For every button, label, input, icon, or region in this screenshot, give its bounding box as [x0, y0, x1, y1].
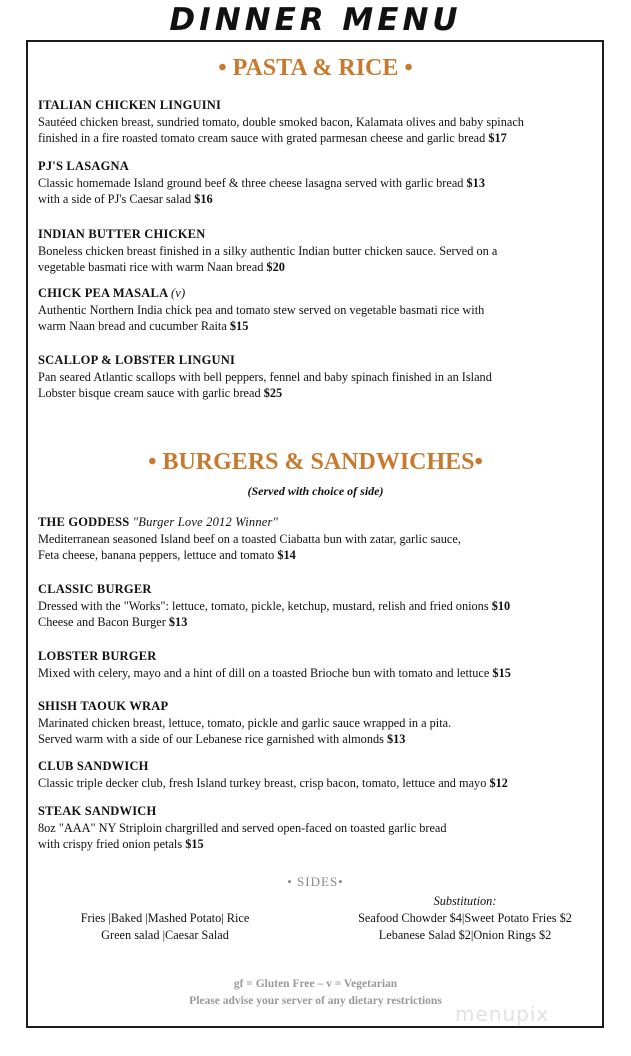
item-price: $15	[229, 319, 249, 333]
item-name: INDIAN BUTTER CHICKEN	[38, 227, 206, 241]
menu-title: DINNER MENU	[169, 2, 462, 38]
dietary-advice: Please advise your server of any dietary restrictions	[189, 995, 442, 1007]
menu-item	[38, 581, 598, 631]
item-description: Pan seared Atlantic scallops with bell peppers, fennel and baby spinach finished in an Island	[38, 369, 492, 384]
item-description: Marinated chicken breast, lettuce, tomato, pickle and garlic sauce wrapped in a pita.	[38, 715, 452, 730]
section-title-pasta-rice: • PASTA & RICE •	[218, 55, 413, 81]
substitution-line: Seafood Chowder $4|Sweet Potato Fries $2	[358, 911, 572, 925]
item-price: $13	[387, 732, 406, 746]
item-price: $14	[277, 548, 296, 562]
menu-item	[38, 352, 598, 402]
item-description: Feta cheese, banana peppers, lettuce and tomato	[38, 548, 275, 562]
item-description: warm Naan bread and cucumber Raita	[38, 319, 227, 333]
substitution-label: Substitution:	[433, 894, 497, 908]
substitution-line: Lebanese Salad $2|Onion Rings $2	[378, 928, 552, 942]
watermark-logo: menupix	[455, 1002, 550, 1026]
item-name: CLUB SANDWICH	[38, 759, 149, 773]
item-price: $20	[266, 260, 285, 274]
item-price: $16	[194, 192, 213, 206]
menu-item	[38, 226, 598, 276]
item-price: $13	[168, 615, 188, 629]
item-price: $17	[488, 131, 507, 145]
item-description: 8oz "AAA" NY Striploin chargrilled and served open-faced on toasted garlic bread	[38, 820, 447, 835]
item-name: LOBSTER BURGER	[38, 649, 157, 663]
item-name-text: CHICK PEA MASALA	[38, 286, 168, 300]
item-description: Sautéed chicken breast, sundried tomato, double smoked bacon, Kalamata olives and baby spinach	[38, 114, 524, 129]
item-name: SCALLOP & LOBSTER LINGUNI	[38, 353, 236, 367]
menu-item	[38, 803, 598, 853]
item-description: Cheese and Bacon Burger	[38, 615, 166, 629]
section-subtitle: (Served with choice of side)	[247, 484, 384, 498]
item-name: CLASSIC BURGER	[38, 582, 152, 596]
menu-item	[38, 97, 598, 147]
dietary-legend: gf = Gluten Free – v = Vegetarian	[233, 978, 398, 990]
menu-item	[38, 758, 598, 791]
item-price: $15	[492, 665, 511, 680]
item-description: with a side of PJ's Caesar salad	[38, 192, 192, 206]
item-description: Dressed with the "Works": lettuce, tomato, pickle, ketchup, mustard, relish and fried onions	[38, 598, 489, 613]
menu-item	[38, 514, 598, 564]
item-description: Mixed with celery, mayo and a hint of dill on a toasted Brioche bun with tomato and lettuce	[38, 665, 490, 680]
item-price: $15	[185, 837, 204, 851]
sides-line: Fries |Baked |Mashed Potato| Rice	[80, 911, 250, 925]
menu-item	[38, 698, 598, 748]
item-price: $13	[466, 175, 485, 190]
item-price: $25	[263, 386, 283, 400]
menu-item	[38, 285, 598, 335]
substitution-list	[330, 893, 600, 944]
item-price: $12	[489, 775, 508, 790]
item-description: finished in a fire roasted tomato cream sauce with grated parmesan cheese and garlic bread	[38, 131, 486, 145]
item-name-text: THE GODDESS	[38, 515, 130, 529]
item-name: PJ'S LASAGNA	[38, 159, 129, 173]
item-description: Served warm with a side of our Lebanese rice garnished with almonds	[38, 732, 384, 746]
vegetarian-note: (v)	[170, 286, 186, 300]
sides-list	[40, 910, 290, 944]
item-description: Authentic Northern India chick pea and tomato stew served on vegetable basmati rice with	[38, 302, 485, 317]
item-name	[38, 514, 598, 531]
item-description: Classic triple decker club, fresh Island turkey breast, crisp bacon, tomato, lettuce and mayo	[38, 775, 487, 790]
item-name: STEAK SANDWICH	[38, 804, 157, 818]
item-description: Boneless chicken breast finished in a silky authentic Indian butter chicken sauce. Served on a	[38, 243, 498, 258]
item-description: with crispy fried onion petals	[38, 837, 183, 851]
item-name: SHISH TAOUK WRAP	[38, 699, 169, 713]
item-description: vegetable basmati rice with warm Naan bread	[38, 260, 264, 274]
item-name: ITALIAN CHICKEN LINGUINI	[38, 98, 222, 112]
item-description: Lobster bisque cream sauce with garlic bread	[38, 386, 261, 400]
item-price: $10	[491, 598, 511, 613]
menu-item	[38, 648, 598, 681]
item-name	[38, 285, 598, 302]
item-description: Mediterranean seasoned Island beef on a toasted Ciabatta bun with zatar, garlic sauce,	[38, 531, 461, 546]
sides-title: • SIDES•	[287, 874, 344, 889]
award-note: "Burger Love 2012 Winner"	[132, 515, 279, 529]
menu-item	[38, 158, 598, 208]
section-title-burgers-sandwiches: • BURGERS & SANDWICHES•	[148, 449, 483, 475]
sides-line: Green salad |Caesar Salad	[101, 928, 229, 942]
item-description: Classic homemade Island ground beef & three cheese lasagna served with garlic bread	[38, 175, 464, 190]
